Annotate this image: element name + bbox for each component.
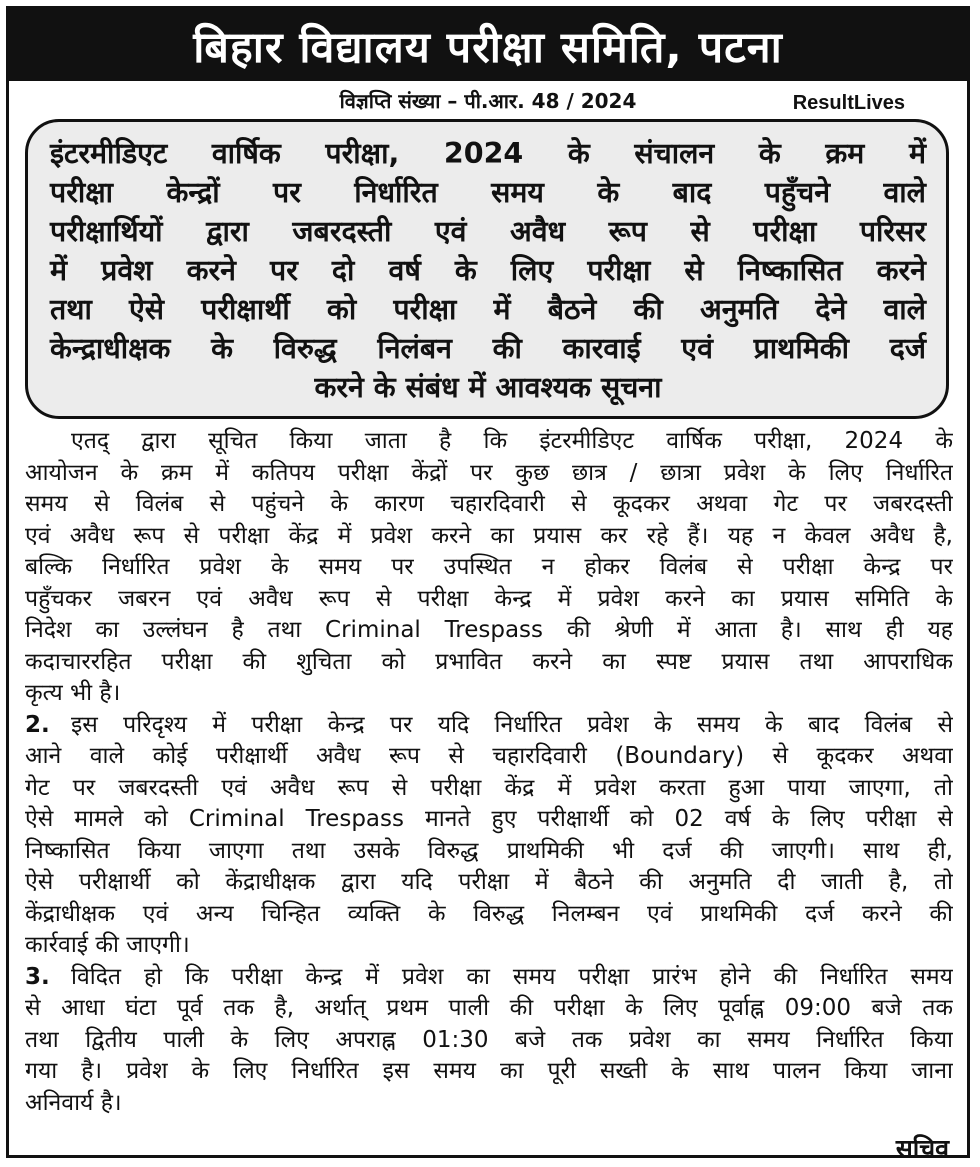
subject-line: परीक्षार्थियों द्वारा जबरदस्ती एवं अवैध रूप से परीक्षा परिसर: [50, 215, 926, 248]
paragraph-2-line: निष्कासित किया जाएगा तथा उसके विरुद्ध प्राथमिकी भी दर्ज की जाएगी। साथ ही,: [25, 837, 953, 864]
site-watermark: ResultLives: [792, 92, 905, 114]
board-title-banner: [9, 9, 967, 81]
subject-box: [25, 119, 949, 419]
paragraph-2-line: ऐसे परीक्षार्थी को केंद्राधीक्षक द्वारा यदि परीक्षा में बैठने की अनुमति दी जाती है, तो: [25, 869, 953, 895]
paragraph-3-line: 3. विदित हो कि परीक्षा केन्द्र में प्रवेश का समय परीक्षा प्रारंभ होने की निर्धारित समय: [25, 962, 953, 994]
paragraph-3-number: 3.: [25, 963, 50, 990]
paragraph-2-line: कार्रवाई की जाएगी।: [25, 932, 190, 958]
paragraph-2-line: केंद्राधीक्षक एवं अन्य चिन्हित व्यक्ति के विरुद्ध निलम्बन एवं प्राथमिकी दर्ज करने की: [25, 900, 953, 927]
subject-line: तथा ऐसे परीक्षार्थी को परीक्षा में बैठने की अनुमति देने वाले: [50, 293, 926, 326]
subject-line: परीक्षा केन्द्रों पर निर्धारित समय के बाद पहुँचने वाले: [50, 176, 926, 209]
subject-line: केन्द्राधीक्षक के विरुद्ध निलंबन की कारवाई एवं प्राथमिकी दर्ज: [50, 332, 926, 365]
paragraph-1-line: पहुँचकर जबरन एवं अवैध रूप से परीक्षा केन्द्र में प्रवेश करने का प्रयास समिति के: [25, 585, 953, 612]
paragraph-2-number: 2.: [25, 711, 50, 738]
paragraph-1-line: कृत्य भी है।: [25, 680, 121, 706]
paragraph-2-line: आने वाले कोई परीक्षार्थी अवैध रूप से चहारदिवारी (Boundary) से कूदकर अथवा: [25, 743, 953, 769]
subject-line: करने के संबंध में आवश्यक सूचना: [314, 371, 662, 404]
paragraph-3-line: गया है। प्रवेश के लिए निर्धारित इस समय का पूरी सख्ती के साथ पालन किया जाना: [25, 1058, 953, 1084]
paragraph-1-line: एतद् द्वारा सूचित किया जाता है कि इंटरमीडिएट वार्षिक परीक्षा, 2024 के: [71, 428, 953, 454]
subject-line: इंटरमीडिएट वार्षिक परीक्षा, 2024 के संचालन के क्रम में: [50, 137, 926, 170]
paragraph-2-line: 2. इस परिदृश्य में परीक्षा केन्द्र पर यदि निर्धारित प्रवेश के समय के बाद विलंब से: [25, 710, 953, 742]
paragraph-3-line: तथा द्वितीय पाली के लिए अपराह्न 01:30 बजे तक प्रवेश का समय निर्धारित किया: [25, 1026, 953, 1053]
signatory-designation: सचिव: [895, 1134, 949, 1163]
paragraph-3-line: से आधा घंटा पूर्व तक है, अर्थात् प्रथम पाली की परीक्षा के लिए पूर्वाह्न 09:00 बजे तक: [25, 995, 953, 1021]
notice-number: विज्ञप्ति संख्या – पी.आर. 48 / 2024: [339, 89, 637, 113]
board-title: बिहार विद्यालय परीक्षा समिति, पटना: [193, 22, 783, 73]
paragraph-1-line: समय से विलंब से पहुंचने के कारण चहारदिवारी से कूदकर अथवा गेट पर जबरदस्ती: [25, 491, 953, 517]
paragraph-1-line: आयोजन के क्रम में कतिपय परीक्षा केंद्रों पर कुछ छात्र / छात्रा प्रवेश के लिए निर्धारित: [25, 459, 953, 486]
notice-document: [6, 6, 970, 1163]
paragraph-1-line: निदेश का उल्लंघन है तथा Criminal Trespass की श्रेणी में आता है। साथ ही यह: [25, 617, 953, 643]
paragraph-2-line: ऐसे मामले को Criminal Trespass मानते हुए परीक्षार्थी को 02 वर्ष के लिए परीक्षा से: [25, 806, 953, 832]
notice-body: [25, 426, 953, 1119]
paragraph-2-line: गेट पर जबरदस्ती एवं अवैध रूप से परीक्षा केंद्र में प्रवेश करता हुआ पाया जाएगा, तो: [25, 774, 953, 801]
paragraph-1-line: बल्कि निर्धारित प्रवेश के समय पर उपस्थित न होकर विलंब से परीक्षा केन्द्र पर: [25, 554, 953, 580]
paragraph-1-line: कदाचाररहित परीक्षा की शुचिता को प्रभावित करने का स्पष्ट प्रयास तथा आपराधिक: [25, 648, 953, 675]
paragraph-1-line: एवं अवैध रूप से परीक्षा केंद्र में प्रवेश करने का प्रयास कर रहे हैं। यह न केवल अवैध है,: [25, 522, 953, 549]
subject-line: में प्रवेश करने पर दो वर्ष के लिए परीक्षा से निष्कासित करने: [50, 254, 926, 287]
paragraph-3-line: अनिवार्य है।: [25, 1089, 122, 1116]
